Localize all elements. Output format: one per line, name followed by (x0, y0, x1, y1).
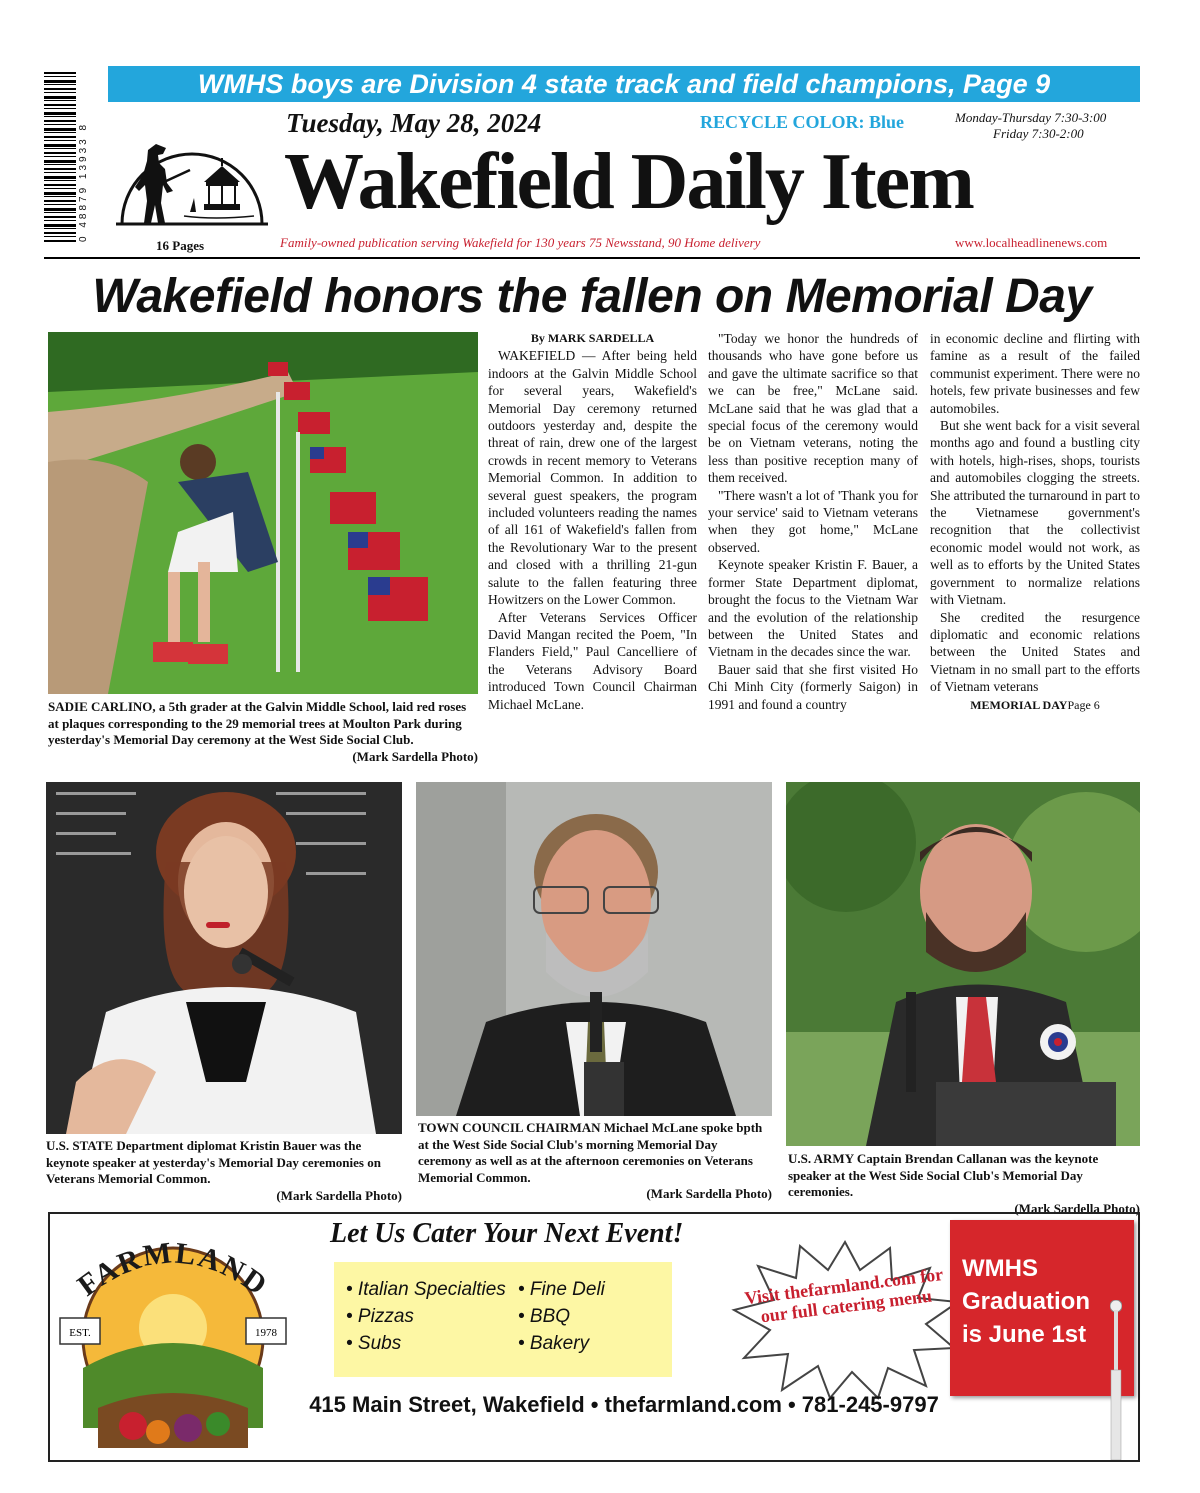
masthead-logo (112, 112, 272, 242)
main-headline: Wakefield honors the fallen on Memorial Day (92, 270, 1092, 323)
article-column-2 (708, 330, 918, 713)
website-link[interactable]: www.localheadlinenews.com (955, 235, 1108, 250)
barcode (44, 72, 94, 242)
newspaper-title: Wakefield Daily Item (284, 138, 973, 226)
photo-memorial-flags (48, 332, 478, 694)
article-column-3 (930, 330, 1140, 714)
jump-page: Page 6 (1067, 697, 1100, 712)
services-list-right (518, 1276, 605, 1357)
photo-credit: (Mark Sardella Photo) (352, 748, 478, 764)
tassel-icon (1110, 1300, 1122, 1460)
ad-slogan: Let Us Cater Your Next Event! (330, 1218, 684, 1249)
service-item: • Pizzas (346, 1306, 414, 1327)
caption-text: U.S. STATE Department diplomat Kristin Bauer was the keynote speaker at yesterday's Memorial Day ceremonies on Veterans Memorial Common. (46, 1138, 381, 1186)
service-item: • Bakery (518, 1333, 590, 1354)
caption-main-photo (48, 699, 478, 765)
farmland-brand: FARMLAND (71, 1236, 275, 1303)
photo-credit: (Mark Sardella Photo) (646, 1186, 772, 1201)
article-paragraph: She credited the resurgence diplomatic and economic relations between the United States and Vietnam in no small part to the efforts of Vietnam veterans (930, 609, 1140, 695)
barcode-number: 0 48879 13933 8 (78, 121, 89, 242)
hours-weekday: Monday-Thursday 7:30-3:00 (955, 110, 1107, 125)
est-label: EST. (69, 1327, 91, 1339)
byline: By MARK SARDELLA (530, 331, 655, 345)
issue-date: Tuesday, May 28, 2024 (286, 108, 542, 138)
article-paragraph: WAKEFIELD — After being held indoors at the Galvin Middle School for several years, Wakefield's Memorial Day ceremony returned outdoors yesterday and, despite the threat of rain, drew one of the largest crowds in recent memory to Veterans Memorial Common. In addition to several guest speakers, the program included volunteers reading the names of all 161 of Wakefield's fallen from the Revolutionary War to the present and closed with a thrilling 21-gun salute to the fallen featuring three Howitzers on the Lower Common. (488, 348, 697, 608)
caption-mclane (418, 1120, 772, 1203)
service-item: • BBQ (518, 1306, 571, 1327)
farmland-logo (58, 1218, 288, 1458)
photo-credit: (Mark Sardella Photo) (1014, 1200, 1140, 1216)
photo-brendan-callanan (786, 782, 1140, 1146)
caption-text: TOWN COUNCIL CHAIRMAN Michael McLane spoke bpth at the West Side Social Club's morning Memorial Day ceremony as well as at the afternoon ceremonies on Veterans Memorial Common. (418, 1120, 763, 1185)
photo-michael-mclane (416, 782, 772, 1116)
caption-text: U.S. ARMY Captain Brendan Callanan was the keynote speaker at the West Side Social Club's Memorial Day ceremonies. (788, 1151, 1099, 1199)
article-paragraph: "There wasn't a lot of 'Thank you for your service' said to Vietnam veterans when they got home," McLane observed. (708, 487, 918, 555)
page-count: 16 Pages (156, 238, 205, 253)
recycle-color: RECYCLE COLOR: Blue (700, 112, 905, 132)
service-item: • Fine Deli (518, 1279, 605, 1300)
article-column-1 (488, 330, 697, 713)
caption-callanan (788, 1151, 1140, 1217)
est-year: 1978 (255, 1327, 277, 1339)
article-paragraph: Keynote speaker Kristin F. Bauer, a former State Department diplomat, brought the focus to the Vietnam War and the evolution of the relationship between the United States and Vietnam in the decades since the war. (708, 557, 918, 660)
photo-credit: (Mark Sardella Photo) (276, 1187, 402, 1203)
article-paragraph: in economic decline and flirting with famine as a result of the failed communist experiment. There were no hotels, few private businesses and few automobiles. (930, 331, 1140, 416)
masthead-rule (44, 257, 1140, 259)
service-item: • Subs (346, 1333, 402, 1354)
promo-banner[interactable]: WMHS boys are Division 4 state track and field champions, Page 9 (108, 66, 1140, 102)
tagline: Family-owned publication serving Wakefield for 130 years 75 Newsstand, 90 Home delivery (280, 235, 761, 250)
continued-jump[interactable] (930, 697, 1140, 714)
article-paragraph: But she went back for a visit several months ago and found a bustling city with hotels, high-rises, shops, tourists and automobiles clogging the streets. She attributed the turnaround in part to the Vietnamese government's recognition that the collectivist economic model would not work, as well as to efforts by the United States government to normalize relations with Vietnam. (930, 418, 1140, 608)
photo-kristin-bauer (46, 782, 402, 1134)
jump-label: MEMORIAL DAY (970, 697, 1068, 712)
graduation-notice: WMHS Graduation is June 1st (962, 1255, 1091, 1348)
article-paragraph: Bauer said that she first visited Ho Chi Minh City (formerly Saigon) in 1991 and found a country (708, 661, 918, 712)
catering-menu-link[interactable]: Visit thefarmland.com for our full catering menu (743, 1263, 945, 1327)
article-paragraph: "Today we honor the hundreds of thousands who have gone before us and gave the ultimate sacrifice so that we can be free," McLane said. McLane said that he was glad that a special focus of the ceremony would be on Vietnam veterans, noting the less than positive reception many of them received. (708, 331, 918, 486)
barcode-bars (44, 72, 76, 242)
service-item: • Italian Specialties (346, 1279, 506, 1300)
caption-bauer (46, 1138, 402, 1204)
hours-friday: Friday 7:30-2:00 (993, 126, 1084, 141)
ad-address: 415 Main Street, Wakefield • thefarmland.com • 781-245-9797 (309, 1392, 939, 1417)
article-paragraph: After Veterans Services Officer David Mangan recited the Poem, "In Flanders Field," Paul Cancelliere of the Veterans Advisory Board introduced Town Council Chairman Michael McLane. (488, 609, 697, 712)
services-list-left (346, 1276, 506, 1357)
caption-text: SADIE CARLINO, a 5th grader at the Galvin Middle School, laid red roses at plaques corresponding to the 29 memorial trees at Moulton Park during yesterday's Memorial Day ceremony at the West Side Social Club. (48, 699, 467, 747)
